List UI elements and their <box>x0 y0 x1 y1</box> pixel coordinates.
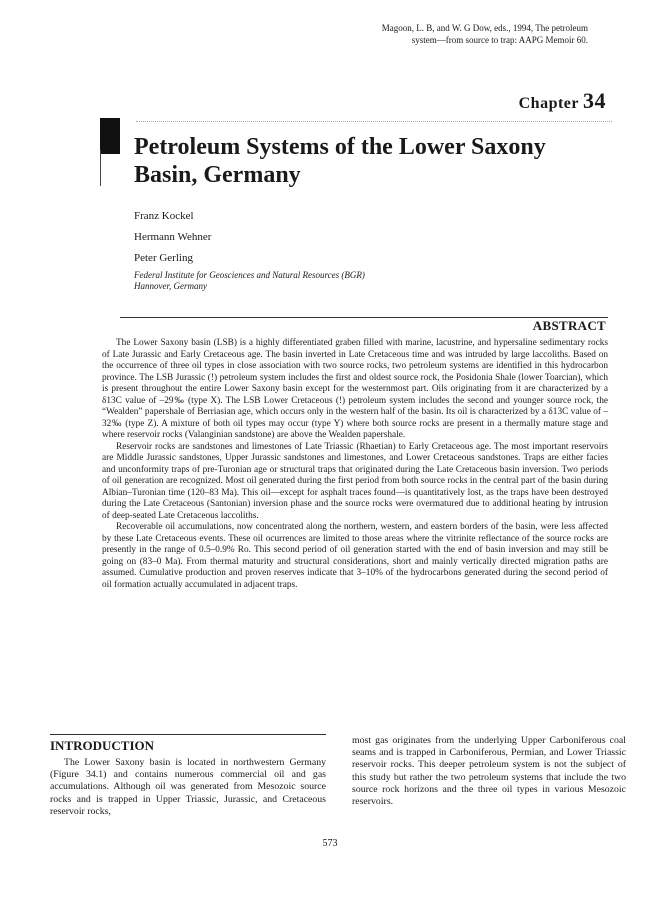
page-number: 573 <box>322 838 338 849</box>
citation-line-2: system—from source to trap: AAPG Memoir 60. <box>411 35 588 45</box>
introduction-left-column <box>50 757 326 818</box>
chapter-label <box>519 88 606 114</box>
abstract-paragraph: The Lower Saxony basin (LSB) is a highly differentiated graben filled with marine, lacustrine, and hypersaline sedimentary rocks of Late Jurassic and Early Cretaceous age. The basin inverted in Late Cretaceous time and was intruded by large laccoliths. Based on the occurrence of three oil types in close association with two source rocks, two petroleum systems are identified in this hydrocarbon province. The LSB Jurassic (!) petroleum system includes the first and oldest source rock, the Posidonia Shale (lower Toarcian), which is present throughout the entire Lower Saxony basin except for the westernmost part. Oils originating from it are characterized by a δ13C value of –29‰ (type X). The LSB Lower Cretaceous (!) petroleum system includes the second and younger source rock, the “Wealden” papershale of Berriasian age, which occurs only in the western half of the basin. Its oil is characterized by a δ13C value of –32‰ (type Z). A mixture of both oil types may occur (type Y) where both source rocks are present in a thermally mature stage and where reservoir rocks (Valanginian sandstone) are above the Wealden papershale. <box>102 338 608 440</box>
affiliation-line-2: Hannover, Germany <box>134 281 207 291</box>
author-name: Peter Gerling <box>134 252 193 264</box>
paper-title: Petroleum Systems of the Lower Saxony Basin, Germany <box>134 134 546 188</box>
chapter-marker-line <box>100 150 101 186</box>
introduction-paragraph-continued: most gas originates from the underlying Upper Carboniferous coal seams and is trapped in Carboniferous, Permian, and Lower Triassic reservoir rocks. This deeper petroleum system is not the subject of this study but rather the two petroleum systems that include the two source rock horizons and the three oil types in various Mesozoic reservoirs. <box>352 735 626 808</box>
abstract-heading: ABSTRACT <box>532 318 606 333</box>
affiliation-line-1: Federal Institute for Geosciences and Natural Resources (BGR) <box>134 270 365 280</box>
author-list <box>134 206 211 269</box>
dotted-divider <box>136 121 612 122</box>
abstract-body <box>102 338 608 591</box>
abstract-paragraph: Reservoir rocks are sandstones and limestones of Late Triassic (Rhaetian) to Early Cretaceous age. The most important reservoirs are Middle Jurassic sandstones, Upper Jurassic sandstones and limestones, and Lower Cretaceous sandstones. Traps are either facies and unconformity traps of pre-Turonian age or structural traps that originated during the Late Cretaceous basin inversion. Two periods of oil generation are recognized. Most oil generated during the first period from both source rocks in the central part of the basin during Albian–Turonian time (120–83 Ma). This oil—except for asphalt traces found—is quantitatively lost, as the traps have been destroyed during the Late Cretaceous (Santonian) inversion phase and the source rocks were overmatured due to additional heating by intrusion of deep-seated Late Cretaceous laccoliths. <box>102 441 608 521</box>
introduction-paragraph: The Lower Saxony basin is located in northwestern Germany (Figure 34.1) and contains numerous commercial oil and gas accumulations. Although oil was generated from Mesozoic source rocks and is trapped in Upper Triassic, Jurassic, and Cretaceous reservoir rocks, <box>50 757 326 817</box>
chapter-number: 34 <box>583 88 606 113</box>
affiliation <box>134 270 365 292</box>
citation-line-1: Magoon, L. B, and W. G Dow, eds., 1994, The petroleum <box>381 23 588 33</box>
chapter-marker-block <box>100 118 120 154</box>
chapter-word: Chapter <box>518 95 579 112</box>
introduction-right-column <box>352 735 626 808</box>
introduction-heading: INTRODUCTION <box>50 738 155 753</box>
author-name: Hermann Wehner <box>134 231 212 243</box>
author-name: Franz Kockel <box>134 210 194 222</box>
section-rule <box>50 734 326 735</box>
abstract-paragraph: Recoverable oil accumulations, now concentrated along the northern, western, and eastern borders of the basin, were less affected by these Late Cretaceous events. These oil ocurrences are limited to those areas where the vitrinite reflectance of the source rocks are presently in the range of 0.5–0.9% Ro. This second period of oil generation started with the end of basin inversion and may still be going on (83–0 Ma). From thermal maturity and structural considerations, short and mainly vertically directed migration paths are assumed. Cumulative production and proven reserves indicate that 3–10% of the hydrocarbons generated during the second period of oil formation actually accumulated in adjacent traps. <box>102 522 608 590</box>
citation <box>288 22 588 46</box>
